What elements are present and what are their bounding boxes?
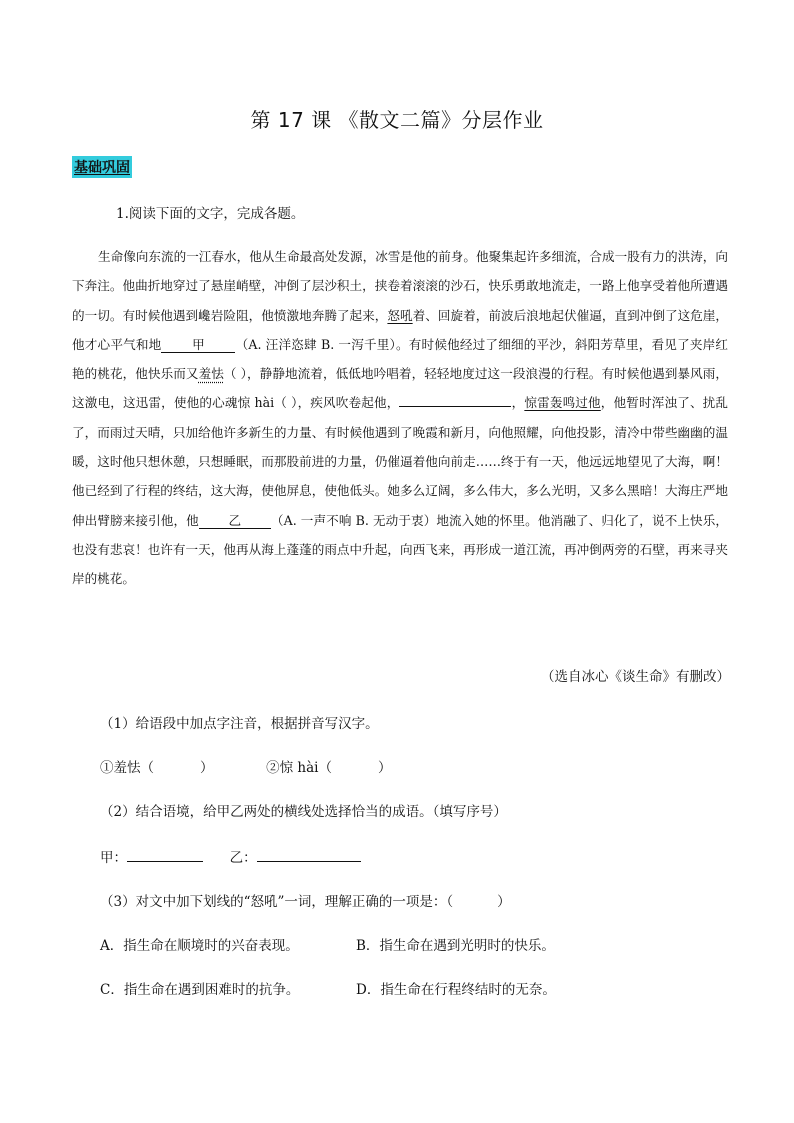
reading-passage [72,242,728,594]
passage-text: 着、回旋着，前波后浪地起伏催逼，直到冲倒了这危崖，他才心平气和地 [72,307,729,352]
passage-text: （ ），静静地流着，低低地吟唱着，轻轻地度过这一段浪漫的行程。有时候他遇到暴风雨，这激电，这迅雷，使他的心魂惊 hài（ ），疾风吹卷起他， [72,366,728,411]
option-b[interactable]: B．指生命在遇到光明时的快乐。 [356,938,555,954]
paren-close: ） [377,760,392,776]
sub-question-3-prompt [100,890,511,910]
page-title: 第 17 课 《散文二篇》分层作业 [250,108,544,132]
question-1-intro: 1.阅读下面的文字，完成各题。 [116,206,305,222]
paren-close: ） [497,894,511,910]
label-jia: 甲： [100,850,127,866]
blank-sentence[interactable] [399,406,511,407]
blank-yi[interactable]: 乙 [199,513,271,529]
passage-text: ，他暂时浑浊了、扰乱了，而雨过天晴，只加给他许多新生的力量、有时候他遇到了晚霞和新月，向他照耀，向他投影，清冷中带些幽幽的温暖，这时他只想休憩，只想睡眠，而那股前进的力量，仍催逼着他向前走……终于有一天，他远远地望见了大海，啊！他已经到了行程的终结，这大海，使他屏息，使他低头。她多么辽阔，多么伟大，多么光明，又多么黑暗！大海庄严地伸出臂膀来接引他，他 [72,395,729,528]
dotted-word-xiuqie: 羞怯 [198,366,224,382]
sub-question-2-prompt: （2）结合语境，给甲乙两处的横线处选择恰当的成语。（填写序号） [100,804,507,820]
sub-question-1-prompt: （1）给语段中加点字注音，根据拼音写汉字。 [100,716,379,732]
sub-question-2-answers [100,846,361,866]
underlined-word-nuhou: 怒吼 [387,307,413,323]
answer-line-jia[interactable] [127,847,203,862]
answer-line-yi[interactable] [257,847,361,862]
section-tag-basic: 基础巩固 [72,156,132,178]
paren-close: ） [200,760,214,776]
passage-text: （A. 汪洋恣肆 B. 一泻千里）。有时候他经过了细细的平沙，斜阳芳草里，看见了夹岸红艳的桃花，他快乐而又 [72,336,728,382]
sub-question-3-text: （3）对文中加下划线的“怒吼”一词，理解正确的一项是：（ [100,894,454,910]
underlined-phrase-jinglei: 惊雷轰鸣过他 [524,395,601,411]
passage-text: （A. 一声不响 B. 无动于衷）地流入她的怀里。他消融了、归化了，说不上快乐，也没有悲哀！也许有一天，他再从海上蓬蓬的雨点中升起，向西飞来，再形成一道江流，再冲倒两旁的石壁，再来寻夹岸的桃花。 [72,512,728,587]
blank-jia[interactable]: 甲 [161,337,235,353]
sub-question-1-items [100,756,391,776]
passage-text: 生命像向东流的一江春水，他从生命最高处发源，冰雪是他的前身。他聚集起许多细流，合成一股有力的洪涛，向下奔注。他曲折地穿过了悬崖峭壁，冲倒了层沙积土，挟卷着滚滚的沙石，快乐勇敢地流走，一路上他享受着他所遭遇的一切。有时候他遇到巉岩险阻，他愤激地奔腾了起来， [72,249,728,323]
option-c[interactable]: C．指生命在遇到困难时的抗争。 [100,982,300,998]
option-a[interactable]: A．指生命在顺境时的兴奋表现。 [100,938,299,954]
item-jinghai-label: ②惊 hài（ [266,760,332,776]
item-xiuqie-label: ①羞怯（ [100,760,154,776]
label-yi: 乙： [229,850,257,866]
passage-text: ， [511,395,525,411]
passage-source: （选自冰心《谈生命》有删改） [541,669,730,685]
option-d[interactable]: D．指生命在行程终结时的无奈。 [356,982,556,998]
